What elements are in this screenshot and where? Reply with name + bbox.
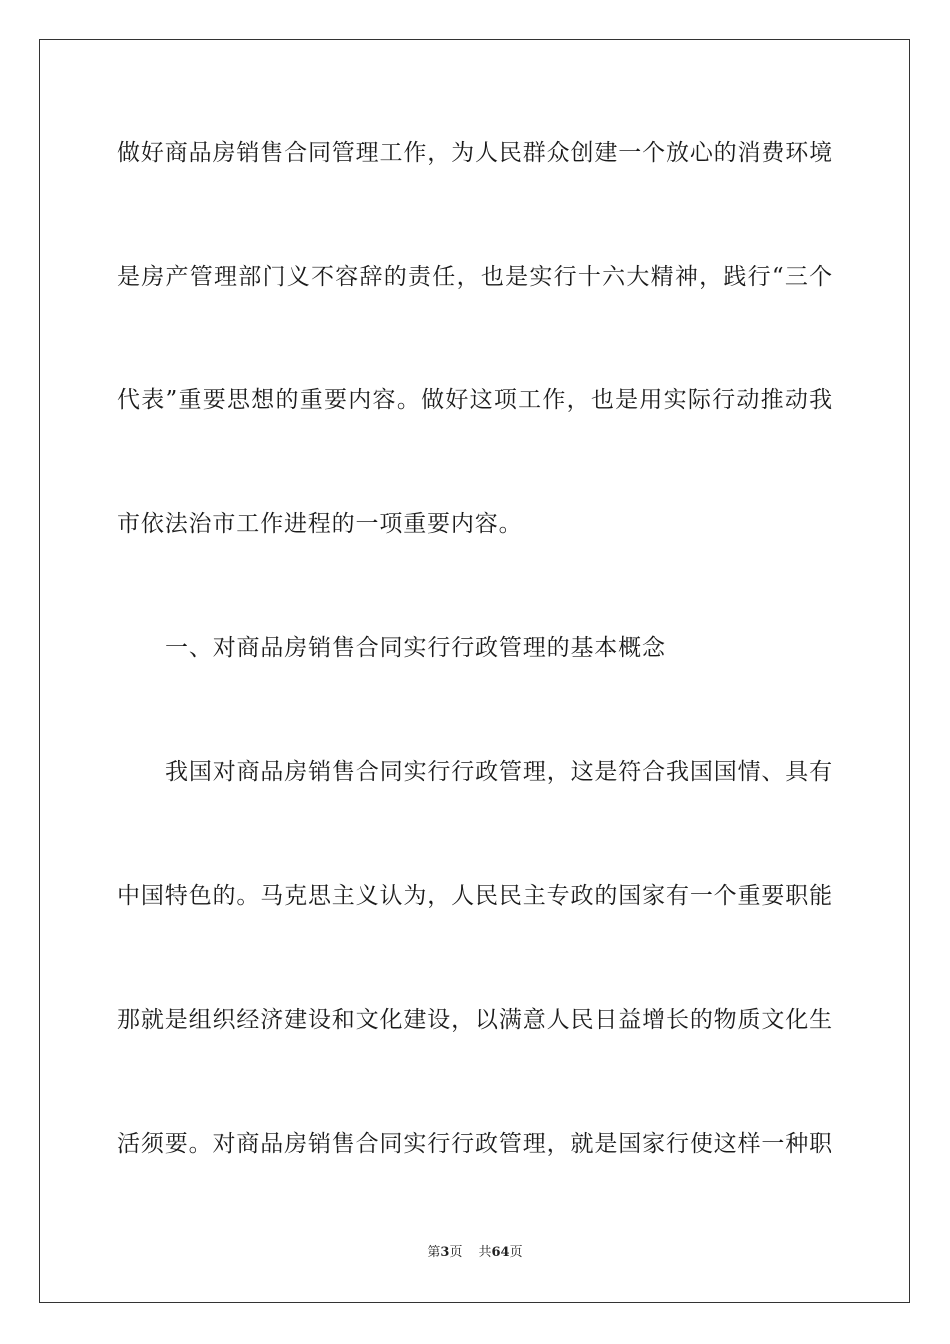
body-line-3: 代表”重要思想的重要内容。做好这项工作，也是用实际行动推动我: [117, 387, 833, 413]
page-footer: [0, 1245, 950, 1261]
section-heading: 一、对商品房销售合同实行行政管理的基本概念: [165, 635, 666, 661]
body-line-7: 中国特色的。马克思主义认为，人民民主专政的国家有一个重要职能: [117, 883, 833, 909]
body-line-2: 是房产管理部门义不容辞的责任，也是实行十六大精神，践行“三个: [117, 264, 833, 290]
footer-page-prefix: 第: [427, 1245, 441, 1260]
footer-total-prefix: 共: [478, 1245, 492, 1260]
footer-total-number: 64: [491, 1245, 510, 1260]
body-line-9: 活须要。对商品房销售合同实行行政管理，就是国家行使这样一种职: [117, 1131, 833, 1157]
footer-total-suffix: 页: [509, 1245, 523, 1260]
footer-page-number: 3: [440, 1245, 450, 1260]
footer-page-suffix: 页: [449, 1245, 463, 1260]
body-line-6: 我国对商品房销售合同实行行政管理，这是符合我国国情、具有: [165, 759, 833, 785]
body-line-8: 那就是组织经济建设和文化建设，以满意人民日益增长的物质文化生: [117, 1007, 833, 1033]
page-frame: [39, 39, 910, 1303]
body-line-1: 做好商品房销售合同管理工作，为人民群众创建一个放心的消费环境: [117, 140, 833, 166]
body-line-4: 市依法治市工作进程的一项重要内容。: [117, 511, 523, 537]
